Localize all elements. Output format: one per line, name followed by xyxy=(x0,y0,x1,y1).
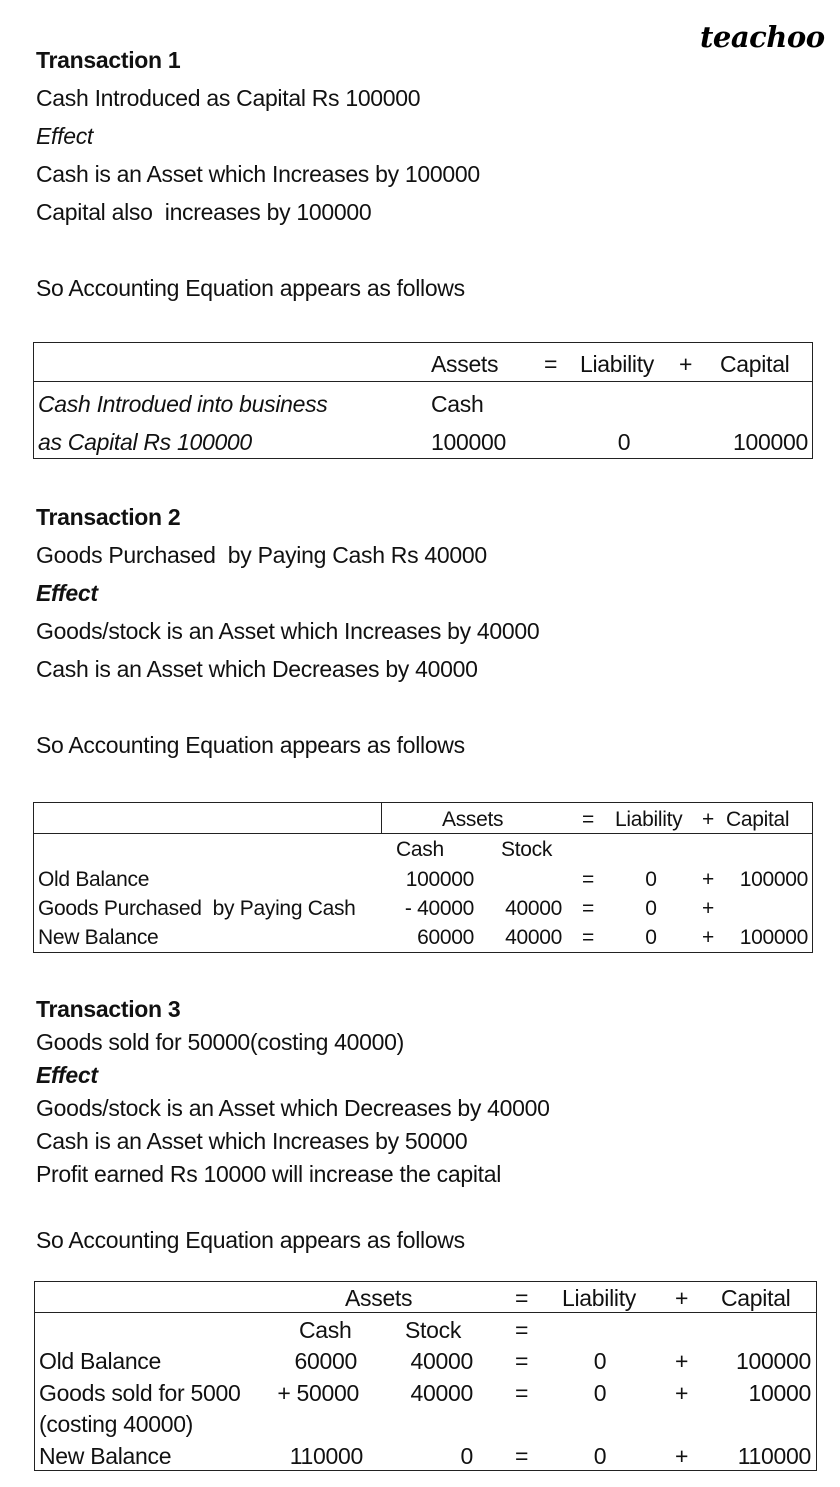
header-capital: Capital xyxy=(721,1285,791,1311)
header-liability: Liability xyxy=(562,1285,637,1311)
effect-line: Capital also increases by 100000 xyxy=(36,199,372,225)
cell-cash: Cash xyxy=(431,391,484,417)
row-label: New Balance xyxy=(39,1443,172,1469)
cell-cash: + 50000 xyxy=(277,1380,359,1406)
cell-stock: 40000 xyxy=(505,897,562,920)
subheader-equals: = xyxy=(515,1317,529,1343)
header-equals: = xyxy=(582,808,594,831)
subheader-stock: Stock xyxy=(501,838,553,861)
effect-line: Goods/stock is an Asset which Increases by 40000 xyxy=(36,618,540,644)
effect-line: Profit earned Rs 10000 will increase the capital xyxy=(36,1161,502,1187)
header-assets: Assets xyxy=(442,808,504,831)
header-liability: Liability xyxy=(615,808,683,831)
teachoo-logo: teachoo xyxy=(700,20,825,54)
row-label: Goods sold for 5000 xyxy=(39,1380,241,1406)
cell-stock: 0 xyxy=(460,1443,473,1469)
cell-cash: 100000 xyxy=(431,429,506,455)
effect-label: Effect xyxy=(36,580,98,606)
table-divider xyxy=(35,1312,816,1313)
cell-plus: + xyxy=(702,868,714,891)
cell-liability: 0 xyxy=(617,429,631,455)
row-label: Old Balance xyxy=(39,1348,161,1374)
effect-line: Goods/stock is an Asset which Decreases by 40000 xyxy=(36,1095,550,1121)
cell-equals: = xyxy=(582,926,594,949)
cell-plus: + xyxy=(675,1380,689,1406)
cell-stock: 40000 xyxy=(505,926,562,949)
transaction-title: Transaction 1 xyxy=(36,47,181,73)
cell-stock: 40000 xyxy=(410,1380,473,1406)
effect-label: Effect xyxy=(36,1062,98,1088)
cell-stock: 40000 xyxy=(410,1348,473,1374)
effect-line: Cash is an Asset which Increases by 50000 xyxy=(36,1128,468,1154)
cell-cash: - 40000 xyxy=(404,897,474,920)
transaction-title: Transaction 2 xyxy=(36,504,181,530)
cell-capital: 100000 xyxy=(739,926,808,949)
cell-plus: + xyxy=(675,1348,689,1374)
header-equals: = xyxy=(515,1285,529,1311)
row-label: New Balance xyxy=(38,926,159,949)
equation-table-1 xyxy=(33,342,813,459)
cell-plus: + xyxy=(702,926,714,949)
transaction-description: Cash Introduced as Capital Rs 100000 xyxy=(36,85,421,111)
header-capital: Capital xyxy=(720,351,790,377)
cell-liability: 0 xyxy=(593,1380,607,1406)
cell-plus: + xyxy=(702,897,714,920)
cell-equals: = xyxy=(515,1348,529,1374)
subheader-cash: Cash xyxy=(299,1317,352,1343)
cell-capital: 100000 xyxy=(733,429,808,455)
cell-liability: 0 xyxy=(593,1443,607,1469)
header-plus: + xyxy=(702,808,714,831)
cell-plus: + xyxy=(675,1443,689,1469)
row-label: (costing 40000) xyxy=(39,1411,194,1437)
cell-capital: 100000 xyxy=(739,868,808,891)
cell-cash: 100000 xyxy=(405,868,474,891)
row-label: as Capital Rs 100000 xyxy=(38,429,252,455)
header-plus: + xyxy=(679,351,693,377)
equation-table-2 xyxy=(33,802,813,953)
cell-cash: 60000 xyxy=(417,926,474,949)
cell-liability: 0 xyxy=(645,926,657,949)
cell-equals: = xyxy=(515,1443,529,1469)
effect-line: Cash is an Asset which Increases by 100000 xyxy=(36,161,480,187)
header-plus: + xyxy=(675,1285,689,1311)
cell-equals: = xyxy=(515,1380,529,1406)
effect-label: Effect xyxy=(36,123,94,149)
row-label: Cash Introdued into business xyxy=(38,391,328,417)
row-label: Old Balance xyxy=(38,868,150,891)
table-divider xyxy=(381,803,382,833)
equation-table-3 xyxy=(34,1281,817,1471)
header-assets: Assets xyxy=(431,351,499,377)
cell-equals: = xyxy=(582,897,594,920)
cell-capital: 10000 xyxy=(748,1380,811,1406)
header-assets: Assets xyxy=(345,1285,413,1311)
conclusion-text: So Accounting Equation appears as follows xyxy=(36,1227,465,1253)
transaction-description: Goods sold for 50000(costing 40000) xyxy=(36,1029,404,1055)
header-equals: = xyxy=(544,351,558,377)
table-divider xyxy=(34,381,812,382)
row-label: Goods Purchased by Paying Cash xyxy=(38,897,356,920)
cell-capital: 100000 xyxy=(736,1348,811,1374)
cell-liability: 0 xyxy=(645,897,657,920)
transaction-title: Transaction 3 xyxy=(36,996,181,1022)
cell-liability: 0 xyxy=(593,1348,607,1374)
cell-equals: = xyxy=(582,868,594,891)
conclusion-text: So Accounting Equation appears as follows xyxy=(36,275,465,301)
cell-liability: 0 xyxy=(645,868,657,891)
header-capital: Capital xyxy=(726,808,790,831)
subheader-cash: Cash xyxy=(396,838,444,861)
effect-line: Cash is an Asset which Decreases by 40000 xyxy=(36,656,478,682)
header-liability: Liability xyxy=(580,351,655,377)
cell-cash: 60000 xyxy=(294,1348,357,1374)
table-divider xyxy=(34,833,812,834)
cell-cash: 110000 xyxy=(289,1443,363,1469)
cell-capital: 110000 xyxy=(737,1443,811,1469)
transaction-description: Goods Purchased by Paying Cash Rs 40000 xyxy=(36,542,487,568)
conclusion-text: So Accounting Equation appears as follows xyxy=(36,732,465,758)
subheader-stock: Stock xyxy=(405,1317,462,1343)
